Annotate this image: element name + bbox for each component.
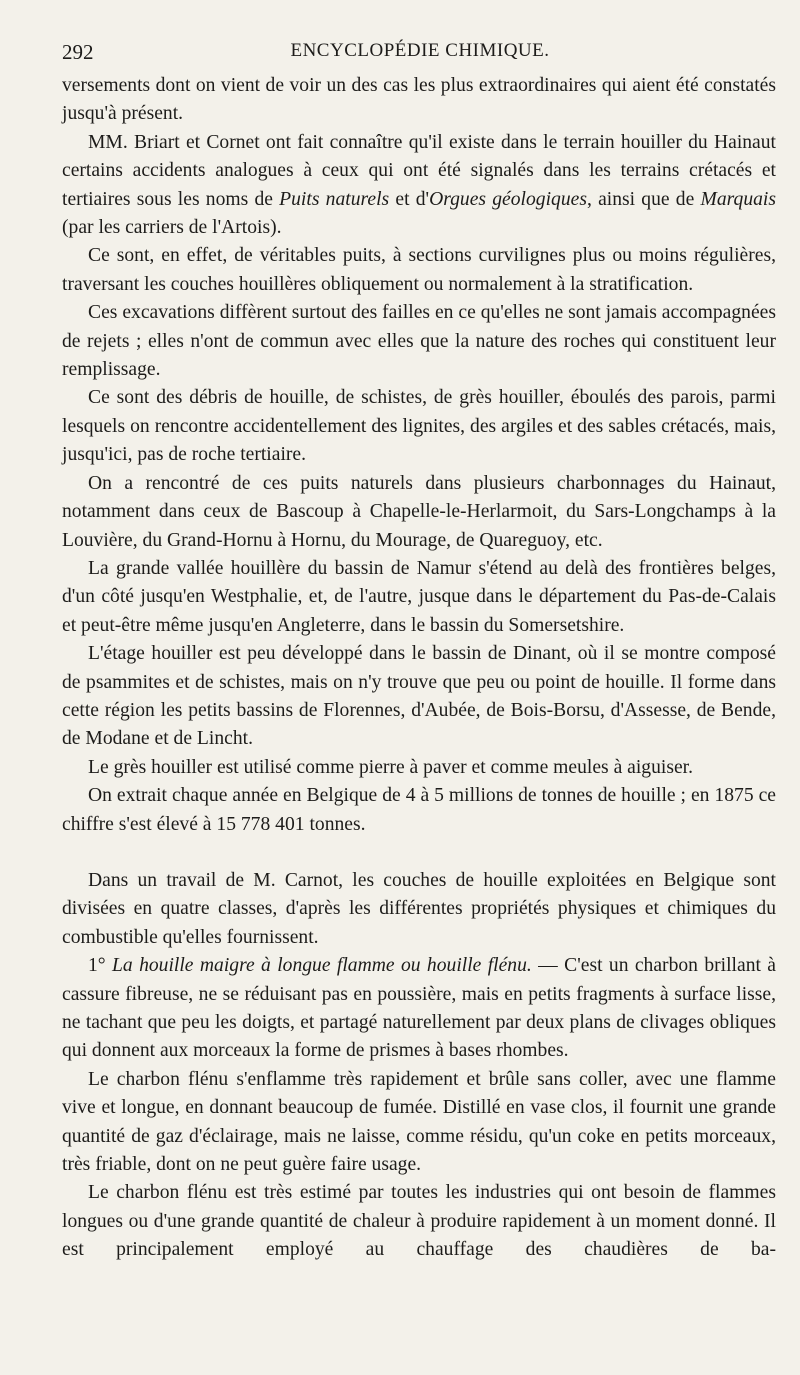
italic-term: Marquais [700, 188, 776, 210]
paragraph [62, 952, 776, 1066]
paragraph: Le charbon flénu est très estimé par toutes les industries qui ont besoin de flammes longues ou d'une grande quantité de chaleur à produire rapidement à un moment donné. Il est principalement employé au chauffage des chaudières de ba- [62, 1182, 776, 1261]
running-title: ENCYCLOPÉDIE CHIMIQUE. [290, 40, 550, 61]
paragraph: On a rencontré de ces puits naturels dans plusieurs charbonnages du Hainaut, notamment dans ceux de Bascoup à Chapelle-le-Herlarmoit, du Sars-Longchamps à la Louvière, du Grand-Hornu à Hornu, du Mourage, de Quareguoy, etc. [62, 472, 776, 551]
paragraph [62, 129, 776, 243]
paragraph-text: et d' [389, 188, 430, 210]
paragraph: On extrait chaque année en Belgique de 4 à 5 millions de tonnes de houille ; en 1875 ce chiffre s'est élevé à 15 778 401 tonnes. [62, 785, 776, 835]
paragraph: Le charbon flénu s'enflamme très rapidement et brûle sans coller, avec une flamme vive et longue, en donnant beaucoup de fumée. Distillé en vase clos, il fournit une grande quantité de gaz d'éclairage, mais ne laisse, comme résidu, qu'un coke en petits morceaux, très friable, dont on ne peut guère faire usage. [62, 1068, 776, 1176]
paragraph: La grande vallée houillère du bassin de Namur s'étend au delà des frontières belges, d'un côté jusqu'en Westphalie, et, de l'autre, jusque dans le département du Pas-de-Calais et peut-être même jusqu'en Angleterre, dans le bassin du Somersetshire. [62, 557, 776, 636]
paragraph-text: — C'est un charbon brillant à cassure fibreuse, ne se réduisant pas en poussière, mais en petits fragments à surface lisse, ne tachant que peu les doigts, et partagé naturellement par deux plans de clivages obliques qui donnent aux morceaux la forme de prismes à bases rhombes. [62, 955, 777, 1062]
paragraph: Ces excavations diffèrent surtout des failles en ce qu'elles ne sont jamais accompagnées de rejets ; elles n'ont de commun avec elles que la nature des roches qui constituent leur remplissage. [62, 302, 776, 381]
italic-heading: La houille maigre à longue flamme ou houille flénu. [112, 955, 532, 977]
paragraph: Dans un travail de M. Carnot, les couches de houille exploitées en Belgique sont divisées en quatre classes, d'après les différentes propriétés physiques et chimiques du combustible qu'elles fournissent. [62, 869, 776, 948]
paragraph: Ce sont des débris de houille, de schistes, de grès houiller, éboulés des parois, parmi lesquels on rencontre accidentellement des lignites, des argiles et des sables crétacés, mais, jusqu'ici, pas de roche tertiaire. [62, 387, 776, 466]
italic-term: Puits naturels [279, 188, 390, 210]
paragraph-text: , ainsi que de [586, 188, 701, 210]
page-number: 292 [62, 40, 94, 64]
paragraph: versements dont on vient de voir un des cas les plus extraordinaires qui aient été constatés jusqu'à présent. [62, 75, 776, 125]
italic-term: Orgues géologiques [429, 188, 587, 210]
paragraph: L'étage houiller est peu développé dans le bassin de Dinant, où il se montre composé de psammites et de schistes, mais on n'y trouve que peu ou point de houille. Il forme dans cette région les petits bassins de Florennes, d'Aubée, de Bois-Borsu, d'Assesse, de Bende, de Modane et de Lincht. [62, 643, 776, 750]
paragraph-text: (par les carriers de l'Artois). [62, 217, 282, 239]
page-header [62, 40, 778, 70]
paragraph: Ce sont, en effet, de véritables puits, à sections curvilignes plus ou moins régulières, traversant les couches houillères obliquement ou normalement à la stratification. [62, 245, 776, 295]
list-number: 1° [88, 955, 113, 977]
body-text [62, 72, 776, 1265]
paragraph: Le grès houiller est utilisé comme pierre à paver et comme meules à aiguiser. [88, 756, 694, 778]
paragraph-text: MM. Briart et Cornet ont fait connaître qu'il existe dans le terrain houiller du Hainaut certains accidents analogues à ceux qui ont été signalés dans les terrains crétacés et tertiaires sous les noms de [62, 131, 776, 210]
